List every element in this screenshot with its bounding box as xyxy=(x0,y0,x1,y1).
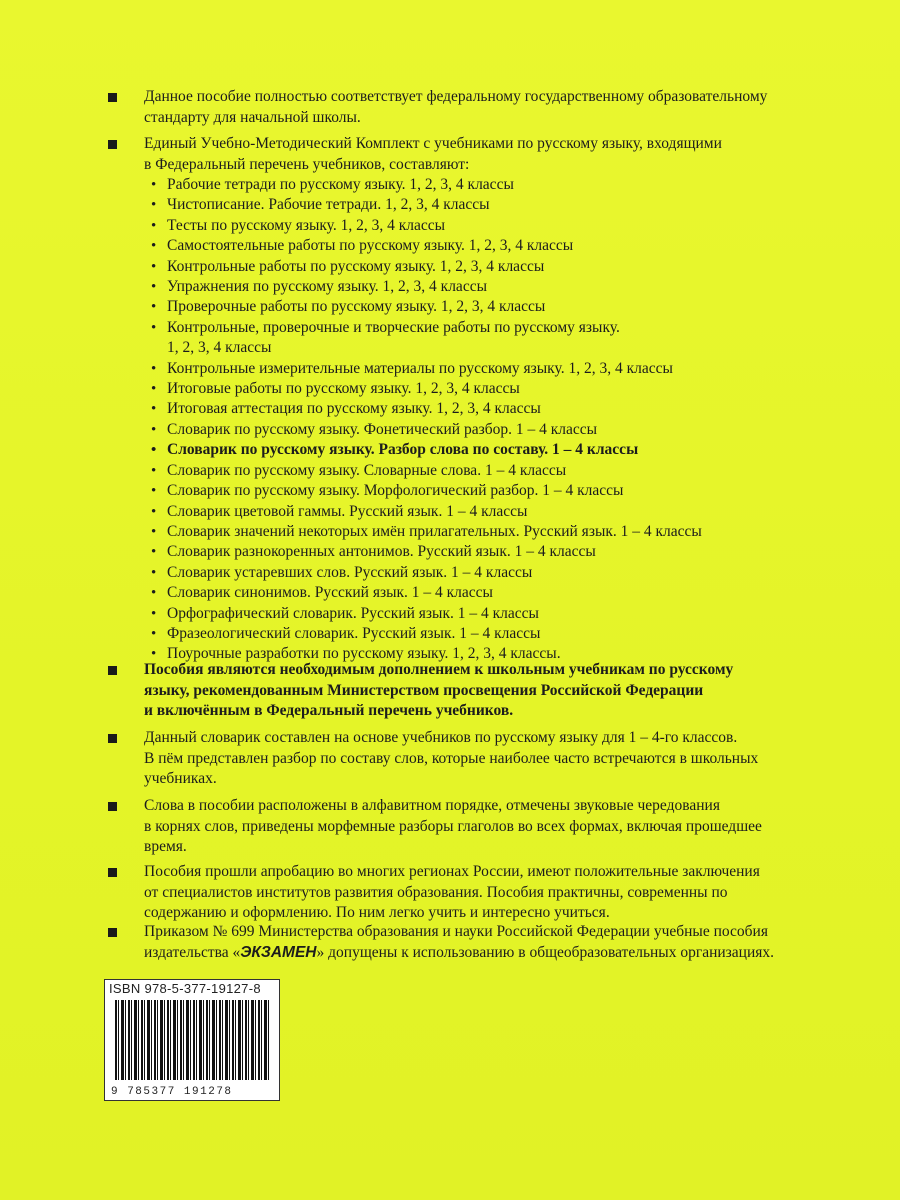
text-line: и включённым в Федеральный перечень учебников. xyxy=(144,702,514,719)
list-item: • Словарик по русскому языку. Фонетический разбор. 1 – 4 классы xyxy=(151,420,598,438)
text-line: Приказом № 699 Министерства образования и науки Российской Федерации учебные пособия xyxy=(144,923,768,940)
list-item: • Упражнения по русскому языку. 1, 2, 3, 4 классы xyxy=(151,278,487,296)
list-item: • Словарик по русскому языку. Словарные слова. 1 – 4 классы xyxy=(151,461,567,479)
square-bullet-icon xyxy=(108,928,117,937)
paragraph-about xyxy=(100,728,870,790)
umk-list xyxy=(100,175,870,665)
text-line: Пособия являются необходимым дополнением к школьным учебникам по русскому xyxy=(144,661,734,678)
square-bullet-icon xyxy=(108,666,117,675)
text-line: от специалистов институтов развития образования. Пособия практичны, современны по xyxy=(144,883,728,901)
isbn-label: ISBN 978-5-377-19127-8 xyxy=(109,981,261,996)
list-item: • Словарик цветовой гаммы. Русский язык. 1 – 4 классы xyxy=(151,502,528,520)
list-item: • Контрольные измерительные материалы по русскому языку. 1, 2, 3, 4 классы xyxy=(151,359,673,377)
list-item: • Тесты по русскому языку. 1, 2, 3, 4 классы xyxy=(151,216,446,234)
square-bullet-icon xyxy=(108,868,117,877)
paragraph-approbation xyxy=(100,862,870,924)
paragraph-standard xyxy=(100,87,870,128)
text-line: Слова в пособии расположены в алфавитном порядке, отмечены звуковые чередования xyxy=(144,797,720,814)
text-line: учебниках. xyxy=(144,770,217,787)
list-item: • Словарик синонимов. Русский язык. 1 – 4 классы xyxy=(151,584,493,602)
list-item: • Контрольные, проверочные и творческие работы по русскому языку. 1, 2, 3, 4 классы xyxy=(151,318,620,357)
square-bullet-icon xyxy=(108,734,117,743)
text-line: содержанию и оформлению. По ним легко учить и интересно учиться. xyxy=(144,904,610,921)
list-item: • Фразеологический словарик. Русский язык. 1 – 4 классы xyxy=(151,624,541,642)
text-line: В пём представлен разбор по составу слов, которые наиболее часто встречаются в школьных xyxy=(144,749,759,767)
paragraph-order-699 xyxy=(100,922,870,963)
text-line: Данный словарик составлен на основе учебников по русскому языку для 1 – 4-го классов. xyxy=(144,729,738,746)
barcode-digits: 9 785377 191278 xyxy=(111,1086,233,1098)
list-item: • Словарик устаревших слов. Русский язык. 1 – 4 классы xyxy=(151,563,533,581)
text-line: Данное пособие полностью соответствует федеральному государственному образовательному xyxy=(144,88,768,105)
list-item: • Чистописание. Рабочие тетради. 1, 2, 3, 4 классы xyxy=(151,196,490,214)
barcode-icon xyxy=(115,1000,271,1080)
list-item: • Итоговая аттестация по русскому языку. 1, 2, 3, 4 классы xyxy=(151,400,541,418)
list-item: • Орфографический словарик. Русский язык. 1 – 4 классы xyxy=(151,604,539,622)
list-item: • Словарик по русскому языку. Морфологический разбор. 1 – 4 классы xyxy=(151,482,624,500)
paragraph-order xyxy=(100,796,870,858)
list-item: • Проверочные работы по русскому языку. 1, 2, 3, 4 классы xyxy=(151,298,546,316)
list-item: • Контрольные работы по русскому языку. 1, 2, 3, 4 классы xyxy=(151,257,545,275)
list-item: • Самостоятельные работы по русскому языку. 1, 2, 3, 4 классы xyxy=(151,237,574,255)
list-item-highlighted: • Словарик по русскому языку. Разбор слова по составу. 1 – 4 классы xyxy=(151,441,639,459)
paragraph-umk xyxy=(100,134,870,665)
text-line: языку, рекомендованным Министерством просвещения Российской Федерации xyxy=(144,681,704,699)
square-bullet-icon xyxy=(108,802,117,811)
list-item: • Итоговые работы по русскому языку. 1, 2, 3, 4 классы xyxy=(151,380,520,398)
list-item: • Словарик значений некоторых имён прилагательных. Русский язык. 1 – 4 классы xyxy=(151,522,702,540)
publisher-brand: ЭКЗАМЕН xyxy=(240,943,317,961)
square-bullet-icon xyxy=(108,140,117,149)
list-item: • Поурочные разработки по русскому языку. 1, 2, 3, 4 классы. xyxy=(151,645,561,663)
text-line: издательства «ЭКЗАМЕН» допущены к использованию в общеобразовательных организациях. xyxy=(144,943,775,961)
list-item: • Рабочие тетради по русскому языку. 1, 2, 3, 4 классы xyxy=(151,176,514,193)
isbn-barcode-box xyxy=(104,979,280,1101)
text-line: в корнях слов, приведены морфемные разборы глаголов во всех формах, включая прошедшее xyxy=(144,817,762,835)
text-line: стандарту для начальной школы. xyxy=(144,108,361,126)
text-line: Пособия прошли апробацию во многих регионах России, имеют положительные заключения xyxy=(144,863,760,880)
text-line: время. xyxy=(144,838,187,855)
square-bullet-icon xyxy=(108,93,117,102)
list-item: • Словарик разнокоренных антонимов. Русский язык. 1 – 4 классы xyxy=(151,543,596,561)
paragraph-recommended xyxy=(100,660,870,722)
text-line: Единый Учебно-Методический Комплект с учебниками по русскому языку, входящими xyxy=(144,135,722,152)
text-line: в Федеральный перечень учебников, составляют: xyxy=(144,155,470,173)
